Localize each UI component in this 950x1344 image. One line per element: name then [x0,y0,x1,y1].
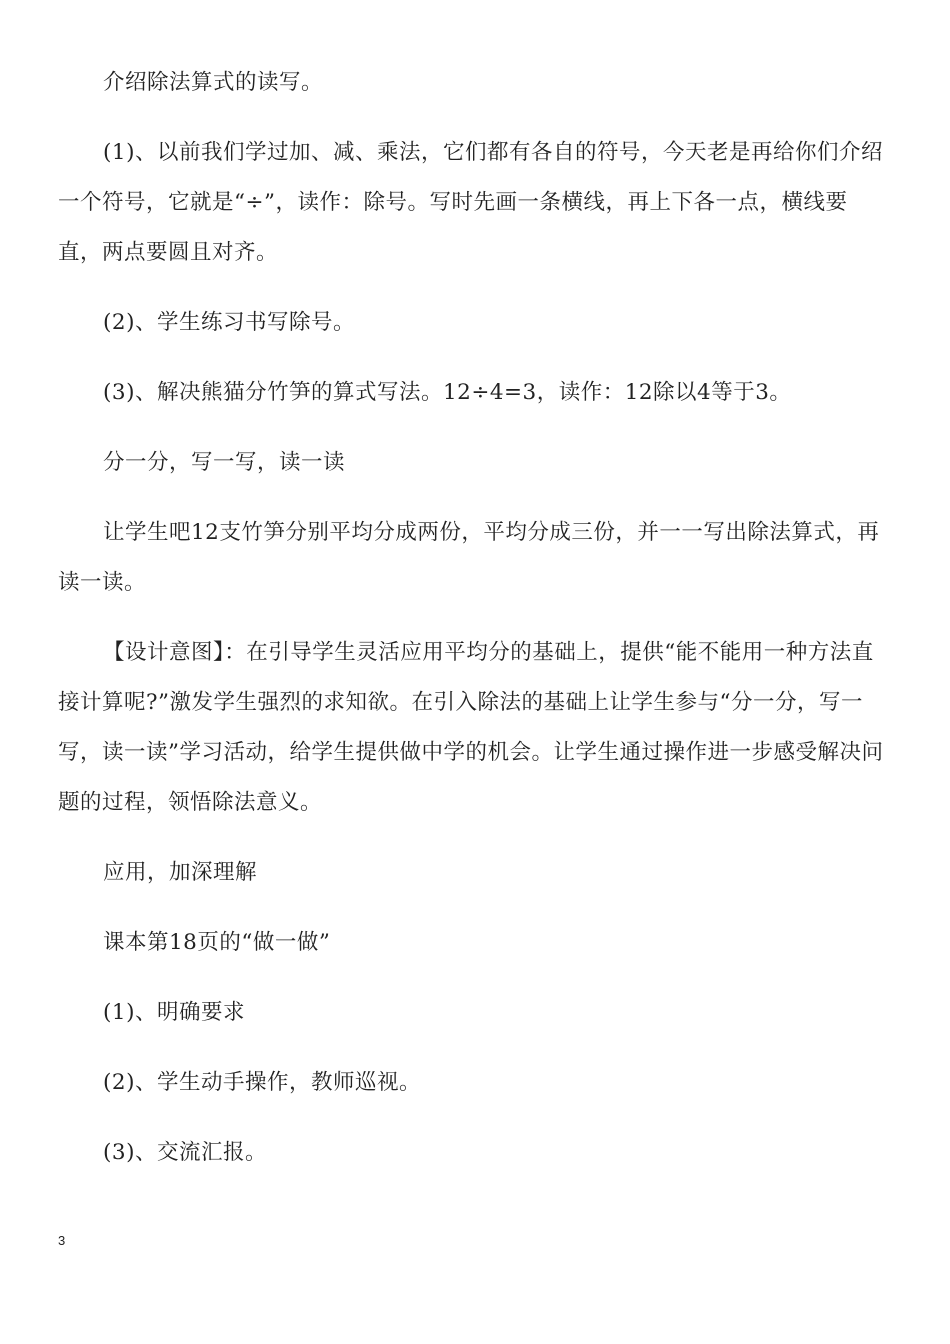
document-body [58,58,890,1178]
paragraph-substep-2: (2)、学生动手操作，教师巡视。 [103,1070,421,1095]
paragraph-heading-application: 应用，加深理解 [103,860,258,885]
paragraph-substep-3: (3)、交流汇报。 [103,1140,267,1165]
paragraph-intro-division: 介绍除法算式的读写。 [103,70,324,95]
paragraph-heading-divide-write-read: 分一分，写一写，读一读 [103,450,346,475]
paragraph-design-intent: 【设计意图】：在引导学生灵活应用平均分的基础上，提供“能不能用一种方法直接计算呢?”激发学生强烈的求知欲。在引入除法的基础上让学生参与“分一分，写一写，读一读”学习活动，给学生提供做中学的机会。让学生通过操作进一步感受解决问题的过程，领悟除法意义。 [58,640,884,815]
paragraph-step-1: (1)、以前我们学过加、减、乘法，它们都有各自的符号，今天老是再给你们介绍一个符号，它就是“÷”，读作：除号。写时先画一条横线，再上下各一点，横线要直，两点要圆且对齐。 [58,140,883,265]
paragraph-substep-1: (1)、明确要求 [103,1000,245,1025]
paragraph-step-2: (2)、学生练习书写除号。 [103,310,355,335]
paragraph-textbook-reference: 课本第18页的“做一做” [103,930,331,955]
paragraph-step-3: (3)、解决熊猫分竹笋的算式写法。12÷4=3，读作：12除以4等于3。 [103,380,792,405]
page-number: 3 [58,1233,66,1248]
paragraph-activity: 让学生吧12支竹笋分别平均分成两份，平均分成三份，并一一写出除法算式，再读一读。 [58,520,880,595]
